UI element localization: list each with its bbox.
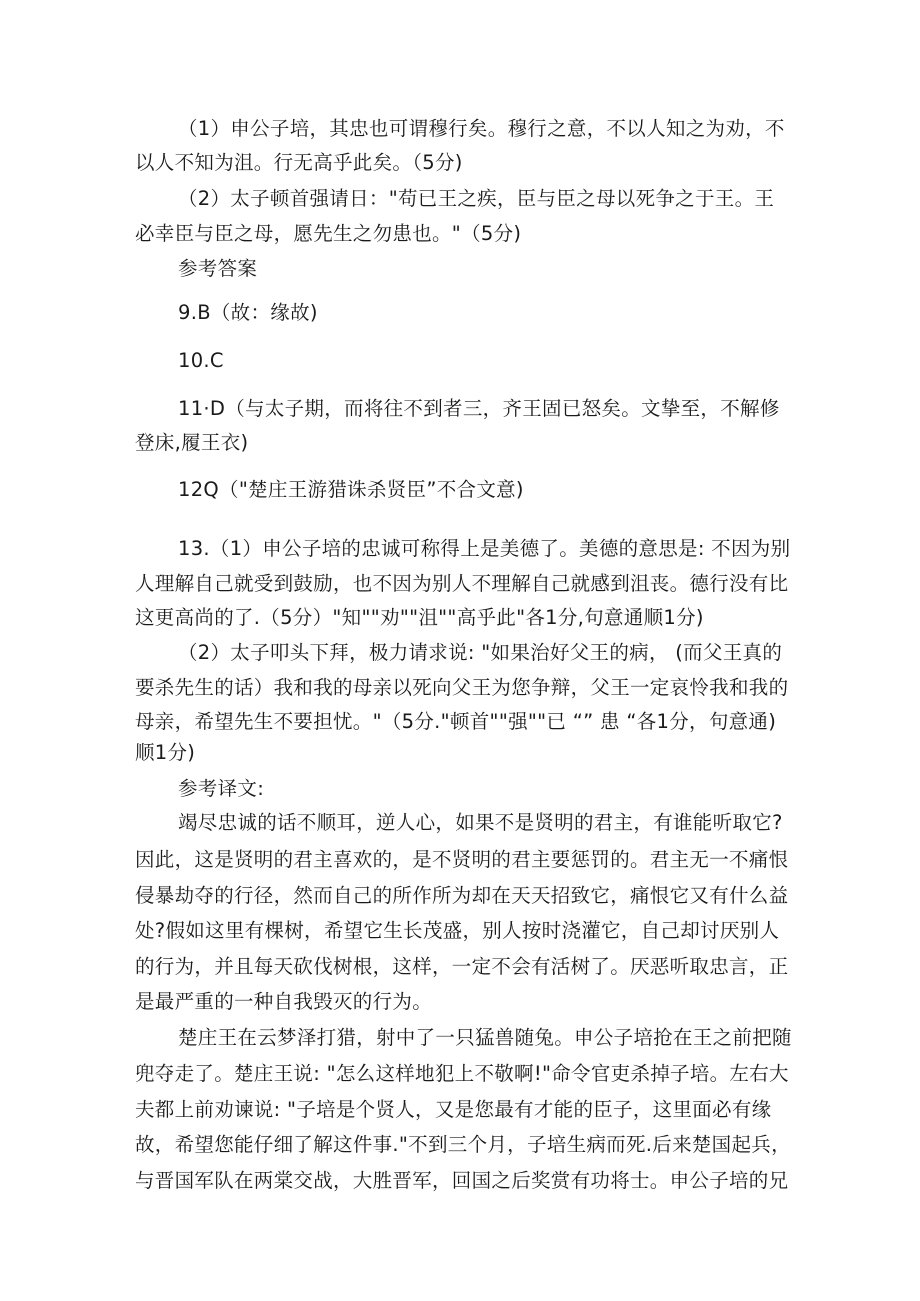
question-2-line-2: 必幸臣与臣之母，愿先生之勿患也。"（5分) (135, 222, 522, 245)
translation-para-2-line-2: 兜夺走了。楚庄王说: "怎么这样地犯上不敬啊!"命令官吏杀掉子培。左右大 (135, 1062, 789, 1085)
translation-para-1-line-6: 是最严重的一种自我毁灭的行为。 (135, 990, 433, 1013)
answer-10: 10.C (178, 349, 224, 372)
translation-heading: 参考译文: (178, 777, 265, 800)
answer-13-1-line-2: 人理解自己就受到鼓励，也不因为别人不理解自己就感到沮丧。德行没有比 (135, 572, 789, 595)
translation-para-1-line-3: 侵暴劫夺的行径，然而自己的所作所为却在天天招致它，痛恨它又有什么益 (135, 884, 789, 907)
answer-13-2-line-4: 顺1分) (135, 741, 196, 764)
answer-11-line-2: 登床,履王衣) (135, 431, 249, 454)
translation-para-1-line-1: 竭尽忠诚的话不顺耳，逆人心，如果不是贤明的君主，有谁能听取它? (178, 811, 783, 834)
translation-para-2-line-4: 故，希望您能仔细了解这件事."不到三个月，子培生病而死.后来楚国起兵， (135, 1133, 791, 1156)
answers-heading: 参考答案 (178, 257, 258, 280)
answer-9: 9.B（故：缘故) (178, 301, 318, 324)
answer-13-1-line-3: 这更高尚的了.（5分）"知""劝""沮""高乎此"各1分,句意通顺1分) (135, 606, 704, 629)
translation-para-1-line-2: 因此，这是贤明的君主喜欢的，是不贤明的君主要惩罚的。君主无一不痛恨 (135, 848, 789, 871)
answer-11-line-1: 11·D（与太子期，而将往不到者三，齐王固已怒矣。文挚至，不解修 (178, 397, 780, 420)
translation-para-1-line-4: 处?假如这里有棵树，希望它生长茂盛，别人按时浇灌它，自己却讨厌别人 (135, 919, 780, 942)
answer-13-2-line-1: （2）太子叩头下拜，极力请求说: "如果治好父王的病， (而父王真的 (178, 641, 783, 664)
translation-para-1-line-5: 的行为，并且每天砍伐树根，这样，一定不会有活树了。厌恶听取忠言，正 (135, 955, 789, 978)
translation-para-2-line-5: 与晋国军队在两棠交战，大胜晋军，回国之后奖赏有功将士。申公子培的兄 (135, 1169, 789, 1192)
translation-para-2-line-1: 楚庄王在云梦泽打猎，射中了一只猛兽随兔。申公子培抢在王之前把随 (178, 1026, 792, 1049)
answer-13-2-line-3: 母亲，希望先生不要担忧。"（5分."顿首""强""已 “” 患 “各1分，句意通) (135, 710, 777, 733)
answer-12: 12Q（"楚庄王游猎诛杀贤臣”不合文意) (178, 478, 524, 501)
answer-13-1-line-1: 13.（1）申公子培的忠诚可称得上是美德了。美德的意思是: 不因为别 (178, 537, 791, 560)
translation-para-2-line-3: 夫都上前劝谏说: "子培是个贤人，又是您最有才能的臣子，这里面必有缘 (135, 1098, 772, 1121)
question-2-line-1: （2）太子顿首强请日："苟已王之疾，臣与臣之母以死争之于王。王 (178, 187, 775, 210)
answer-13-2-line-2: 要杀先生的话）我和我的母亲以死向父王为您争辩，父王一定哀怜我和我的 (135, 676, 789, 699)
question-1-line-1: （1）申公子培，其忠也可谓穆行矣。穆行之意，不以人知之为劝，不 (178, 117, 785, 140)
question-1-line-2: 以人不知为沮。行无高乎此矣。（5分) (135, 151, 463, 174)
